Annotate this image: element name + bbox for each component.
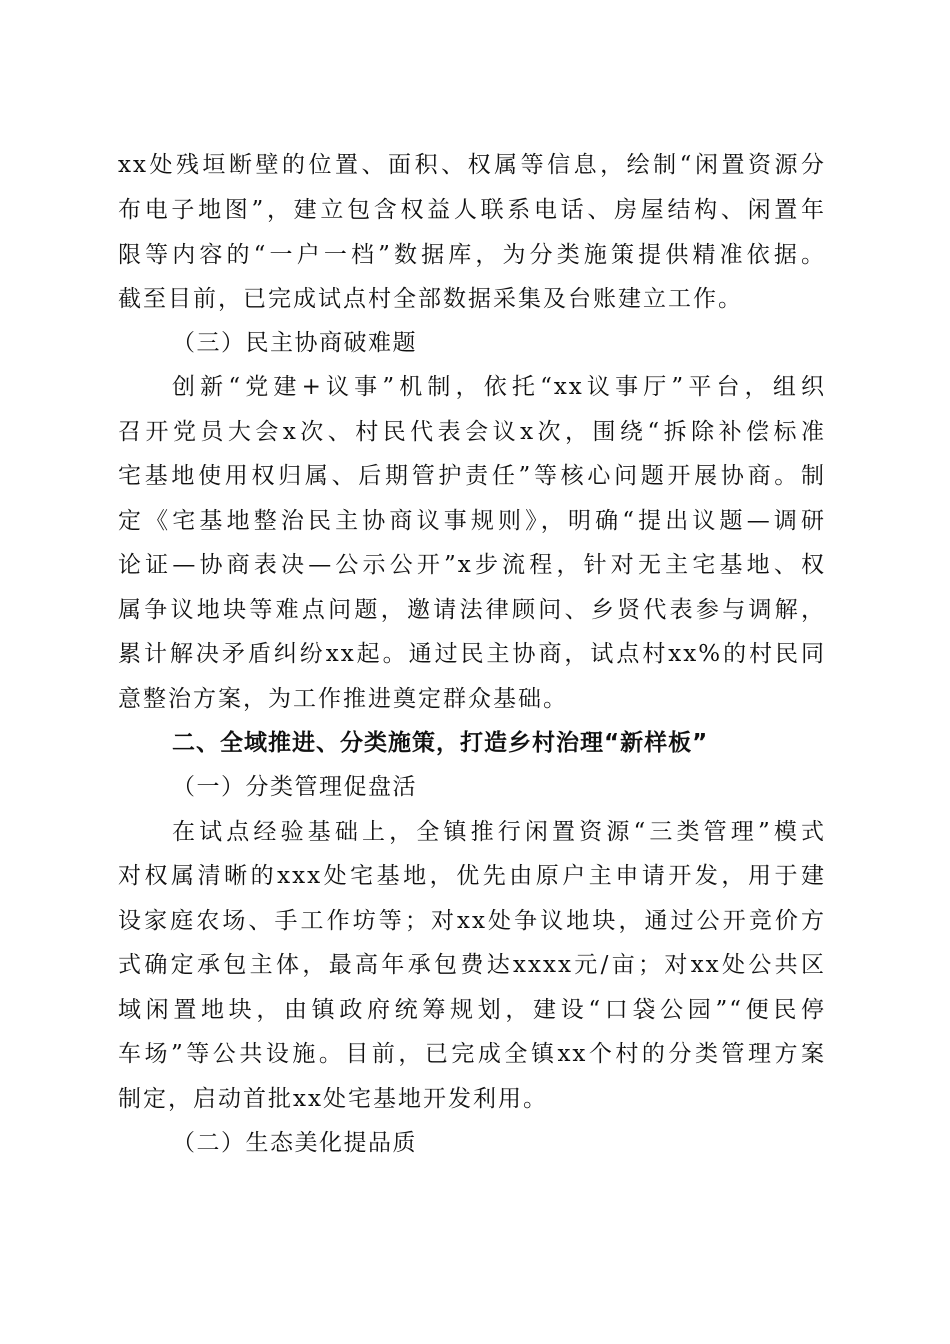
section-heading-2: 二、全域推进、分类施策，打造乡村治理“新样板” [172,730,709,756]
paragraph-line: 意整治方案，为工作推进奠定群众基础。 [118,686,568,712]
paragraph-line: 式确定承包主体，最高年承包费达xxxx元/亩；对xx处公共区 [118,952,826,978]
section-heading-1: （一）分类管理促盘活 [172,774,417,800]
paragraph-line: 设家庭农场、手工作坊等；对xx处争议地块，通过公开竞价方 [118,908,826,934]
paragraph-line: 制定，启动首批xx处宅基地开发利用。 [118,1086,548,1112]
paragraph-line: 布电子地图”，建立包含权益人联系电话、房屋结构、闲置年 [118,197,826,223]
paragraph-line: 域闲置地块，由镇政府统筹规划，建设“口袋公园”“便民停 [118,997,826,1023]
paragraph-line: 属争议地块等难点问题，邀请法律顾问、乡贤代表参与调解， [118,597,826,623]
paragraph-line: 定《宅基地整治民主协商议事规则》，明确“提出议题—调研 [118,508,826,534]
paragraph-line: 召开党员大会x次、村民代表会议x次，围绕“拆除补偿标准 [118,419,826,445]
paragraph-line: 论证—协商表决—公示公开”x步流程，针对无主宅基地、权 [118,552,826,578]
paragraph-line: 车场”等公共设施。目前，已完成全镇xx个村的分类管理方案 [118,1041,826,1067]
paragraph-line: 限等内容的“一户一档”数据库，为分类施策提供精准依据。 [118,242,826,268]
paragraph-line: 宅基地使用权归属、后期管护责任”等核心问题开展协商。制 [118,463,826,489]
paragraph-line: 创新“党建+议事”机制，依托“xx议事厅”平台，组织 [172,374,826,400]
paragraph-line: 在试点经验基础上，全镇推行闲置资源“三类管理”模式 [172,819,826,845]
paragraph-line: 对权属清晰的xxx处宅基地，优先由原户主申请开发，用于建 [118,863,826,889]
section-heading-3: （三）民主协商破难题 [172,330,417,356]
section-heading-1: （二）生态美化提品质 [172,1130,417,1156]
paragraph-line: 截至目前，已完成试点村全部数据采集及台账建立工作。 [118,286,743,312]
paragraph-line: xx处残垣断壁的位置、面积、权属等信息，绘制“闲置资源分 [118,152,826,178]
paragraph-line: 累计解决矛盾纠纷xx起。通过民主协商，试点村xx%的村民同 [118,641,826,667]
